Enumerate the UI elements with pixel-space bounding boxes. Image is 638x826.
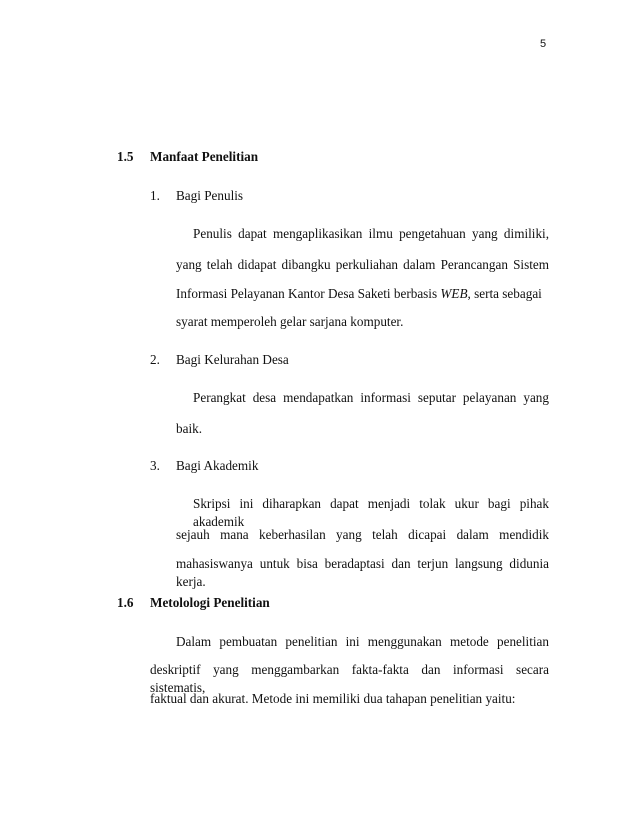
- paragraph-line: [176, 285, 549, 303]
- paragraph-line: deskriptif yang menggambarkan fakta-fakta dan informasi secara sistematis,: [150, 662, 549, 695]
- text-span: Informasi Pelayanan Kantor Desa Saketi berbasis: [176, 286, 438, 301]
- item-number: 2.: [150, 352, 160, 367]
- item-title: Bagi Penulis: [176, 188, 244, 203]
- section-title: Manfaat Penelitian: [150, 149, 259, 164]
- text-span: , serta sebagai: [467, 286, 542, 301]
- paragraph-line: syarat memperoleh gelar sarjana komputer.: [176, 314, 404, 329]
- item-title: Bagi Kelurahan Desa: [176, 352, 289, 367]
- paragraph-line: faktual dan akurat. Metode ini memiliki dua tahapan penelitian yaitu:: [150, 691, 516, 706]
- section-title: Metolologi Penelitian: [150, 595, 270, 610]
- paragraph-line: yang telah didapat dibangku perkuliahan dalam Perancangan Sistem: [176, 257, 549, 272]
- item-number: 3.: [150, 458, 160, 473]
- paragraph-line: Dalam pembuatan penelitian ini menggunakan metode penelitian: [176, 634, 549, 649]
- page-number: 5: [540, 38, 547, 50]
- section-number: 1.5: [117, 149, 134, 164]
- paragraph-line: sejauh mana keberhasilan yang telah dicapai dalam mendidik: [176, 527, 549, 542]
- item-title: Bagi Akademik: [176, 458, 259, 473]
- emphasis-text: WEB: [440, 286, 468, 301]
- paragraph-line: Penulis dapat mengaplikasikan ilmu pengetahuan yang dimiliki,: [193, 226, 549, 241]
- item-number: 1.: [150, 188, 160, 203]
- paragraph-line: Skripsi ini diharapkan dapat menjadi tolak ukur bagi pihak akademik: [193, 496, 549, 529]
- section-number: 1.6: [117, 595, 134, 610]
- paragraph-line: Perangkat desa mendapatkan informasi seputar pelayanan yang: [193, 390, 549, 405]
- paragraph-line: baik.: [176, 421, 203, 436]
- paragraph-line: mahasiswanya untuk bisa beradaptasi dan terjun langsung didunia kerja.: [176, 556, 549, 589]
